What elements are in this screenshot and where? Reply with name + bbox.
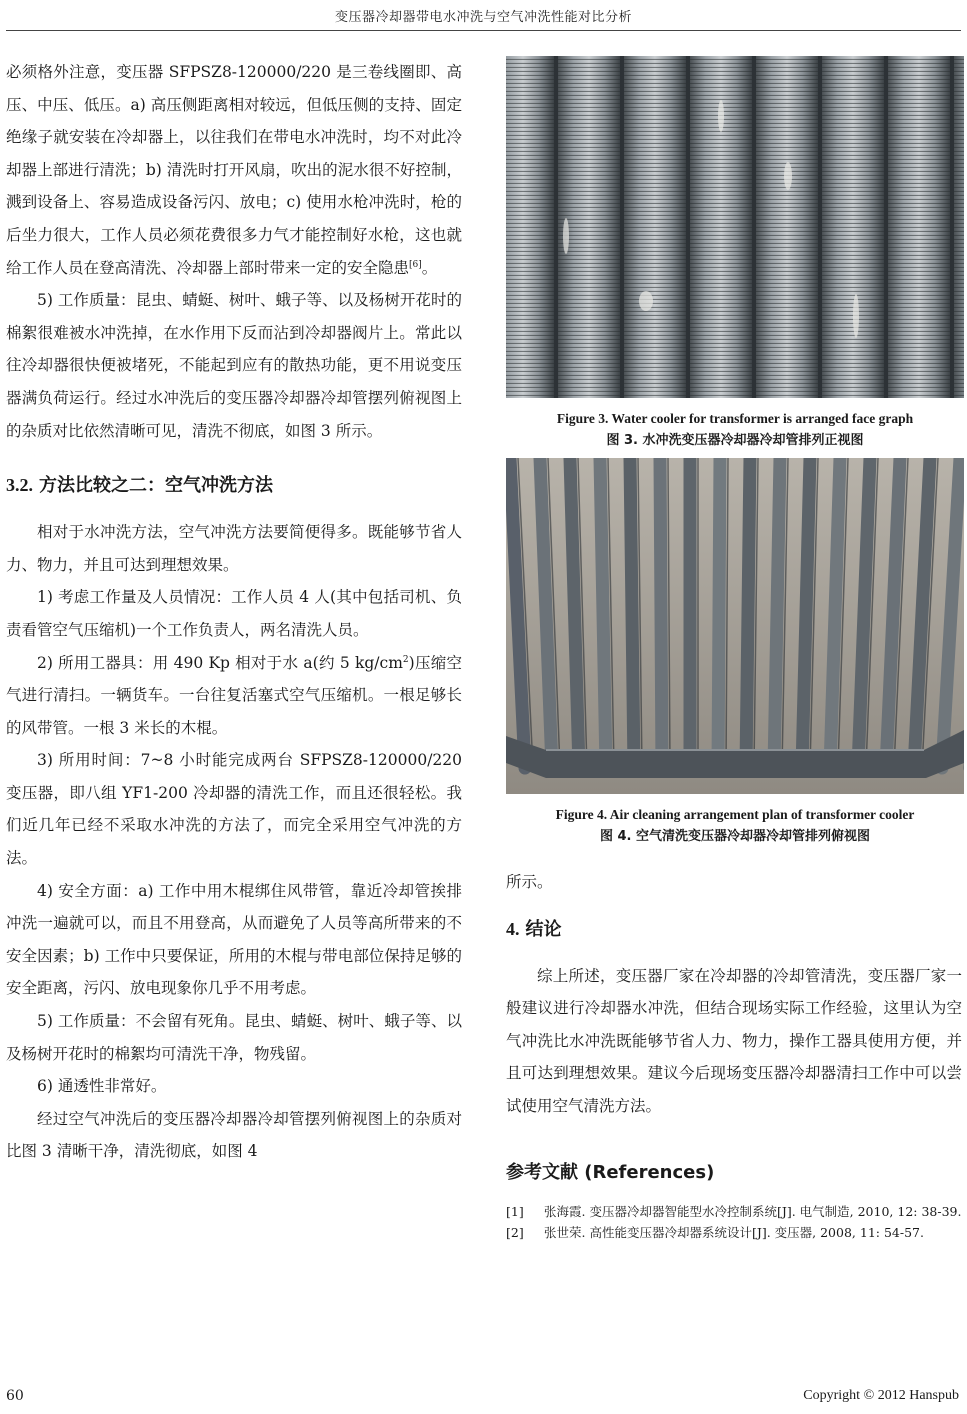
references-list (506, 1203, 962, 1241)
tools-text-a: 2) 所用工器具：用 490 Kp 相对于水 a(约 5 kg/cm (37, 653, 403, 672)
citation-ref[interactable]: [6] (409, 259, 422, 270)
reference-text: 张海霞. 变压器冷却器智能型水冷控制系统[J]. 电气制造, 2010, 12: 38-39. (544, 1203, 962, 1219)
page-number: 60 (6, 1388, 24, 1404)
paragraph-water-quality: 5) 工作质量：昆虫、蜻蜓、树叶、蛾子等、以及杨树开花时的棉絮很难被水冲洗掉，在水作用下反而沾到冷却器阀片上。常此以往冷却器很快便被堵死，不能起到应有的散热功能，更不用说变压器满负荷运行。经过水冲洗后的变压器冷却器冷却管摆列俯视图上的杂质对比依然清晰可见，清洗不彻底，如图 3 所示。 (6, 291, 462, 440)
figure-4-caption-en: Figure 4. Air cleaning arrangement plan of transformer cooler (555, 807, 915, 822)
figure-4 (506, 458, 964, 844)
water-cooler-photo (506, 56, 964, 398)
section-title: 方法比较之二：空气冲洗方法 (39, 475, 273, 497)
tools-text-b: )压缩空气进行清扫。一辆货车。一台往复活塞式空气压缩机。一根足够长的风带管。一根 3 米长的木棍。 (6, 653, 462, 737)
section-heading-3-2 (6, 469, 462, 502)
figure-4-caption-cn: 图 4. 空气清洗变压器冷却器冷却管排列俯视图 (599, 829, 871, 844)
reference-item (506, 1203, 962, 1220)
reference-number: [2] (506, 1224, 524, 1240)
section-number: 4. (506, 918, 520, 939)
paragraph-continued: 所示。 (506, 873, 553, 891)
paragraph-time: 3) 所用时间：7~8 小时能完成两台 SFPSZ8-120000/220 变压器，即八组 YF1-200 冷却器的清洗工作，而且还很轻松。我们近几年已经不采取水冲洗的方法了，而完全采用空气冲洗的方法。 (6, 751, 462, 868)
right-column (506, 56, 962, 1245)
paragraph-safety-hazards (6, 56, 462, 284)
header-rule (6, 30, 961, 31)
running-header: 变压器冷却器带电水冲洗与空气冲洗性能对比分析 (334, 10, 632, 25)
paragraph-safety: 4) 安全方面：a) 工作中用木棍绑住风带管，靠近冷却管挨排冲洗一遍就可以，而且不用登高，从而避免了人员等高所带来的不安全因素；b) 工作中只要保证，所用的木棍与带电部位保持足够的安全距离，污闪、放电现象你几乎不用考虑。 (6, 881, 462, 998)
figure-3 (506, 56, 964, 448)
superscript: 2 (402, 654, 409, 665)
air-cleaned-cooler-photo (506, 458, 964, 794)
figure-3-caption-en: Figure 3. Water cooler for transformer is arranged face graph (556, 411, 914, 426)
references-heading: 参考文献 (References) (506, 1161, 715, 1183)
section-number: 3.2. (6, 475, 33, 496)
paragraph-personnel: 1) 考虑工作量及人员情况：工作人员 4 人(其中包括司机、负责看管空气压缩机)一个工作负责人，两名清洗人员。 (6, 588, 462, 639)
reference-item (506, 1224, 962, 1241)
copyright: Copyright © 2012 Hanspub (803, 1388, 959, 1403)
vertical-tubes (506, 56, 964, 398)
section-title: 结论 (525, 918, 562, 940)
reference-number: [1] (506, 1203, 524, 1219)
figure-3-caption-cn: 图 3. 水冲洗变压器冷却器冷却管排列正视图 (606, 433, 864, 448)
paragraph-air-intro: 相对于水冲洗方法，空气冲洗方法要简便得多。既能够节省人力、物力，并且可达到理想效果。 (6, 523, 462, 574)
paragraph-conclusion: 综上所述，变压器厂家在冷却器的冷却管清洗，变压器厂家一般建议进行冷却器水冲洗，但结合现场实际工作经验，这里认为空气冲洗比水冲洗既能够节省人力、物力，操作工器具使用方便，并且可达到理想效果。建议今后现场变压器冷却器清扫工作中可以尝试使用空气清洗方法。 (506, 966, 962, 1115)
paragraph-tools (6, 647, 462, 745)
paragraph-text: 必须格外注意，变压器 SFPSZ8-120000/220 是三卷线圈即、高压、中压、低压。a) 高压侧距离相对较远，但低压侧的支持、固定绝缘子就安装在冷却器上，以往我们在带电水冲洗时，均不对此冷却器上部进行清洗；b) 清洗时打开风扇，吹出的泥水很不好控制，溅到设备上、容易造成设备污闪、放电；c) 使用水枪冲洗时，枪的后坐力很大，工作人员必须花费很多力气才能控制好水枪，这也就给工作人员在登高清洗、冷却器上部时带来一定的安全隐患 (6, 63, 462, 277)
reference-text: 张世荣. 高性能变压器冷却器系统设计[J]. 变压器, 2008, 11: 54-57. (544, 1224, 924, 1240)
paragraph-air-result: 经过空气冲洗后的变压器冷却器冷却管摆列俯视图上的杂质对比图 3 清晰干净，清洗彻底，如图 4 (6, 1109, 462, 1161)
left-column (6, 56, 462, 1168)
paragraph-air-quality: 5) 工作质量：不会留有死角。昆虫、蜻蜓、树叶、蛾子等、以及杨树开花时的棉絮均可清洗干净，物残留。 (6, 1012, 462, 1063)
section-heading-4 (506, 913, 962, 946)
paragraph-permeability: 6) 通透性非常好。 (37, 1077, 167, 1096)
paragraph-end: 。 (421, 258, 438, 277)
